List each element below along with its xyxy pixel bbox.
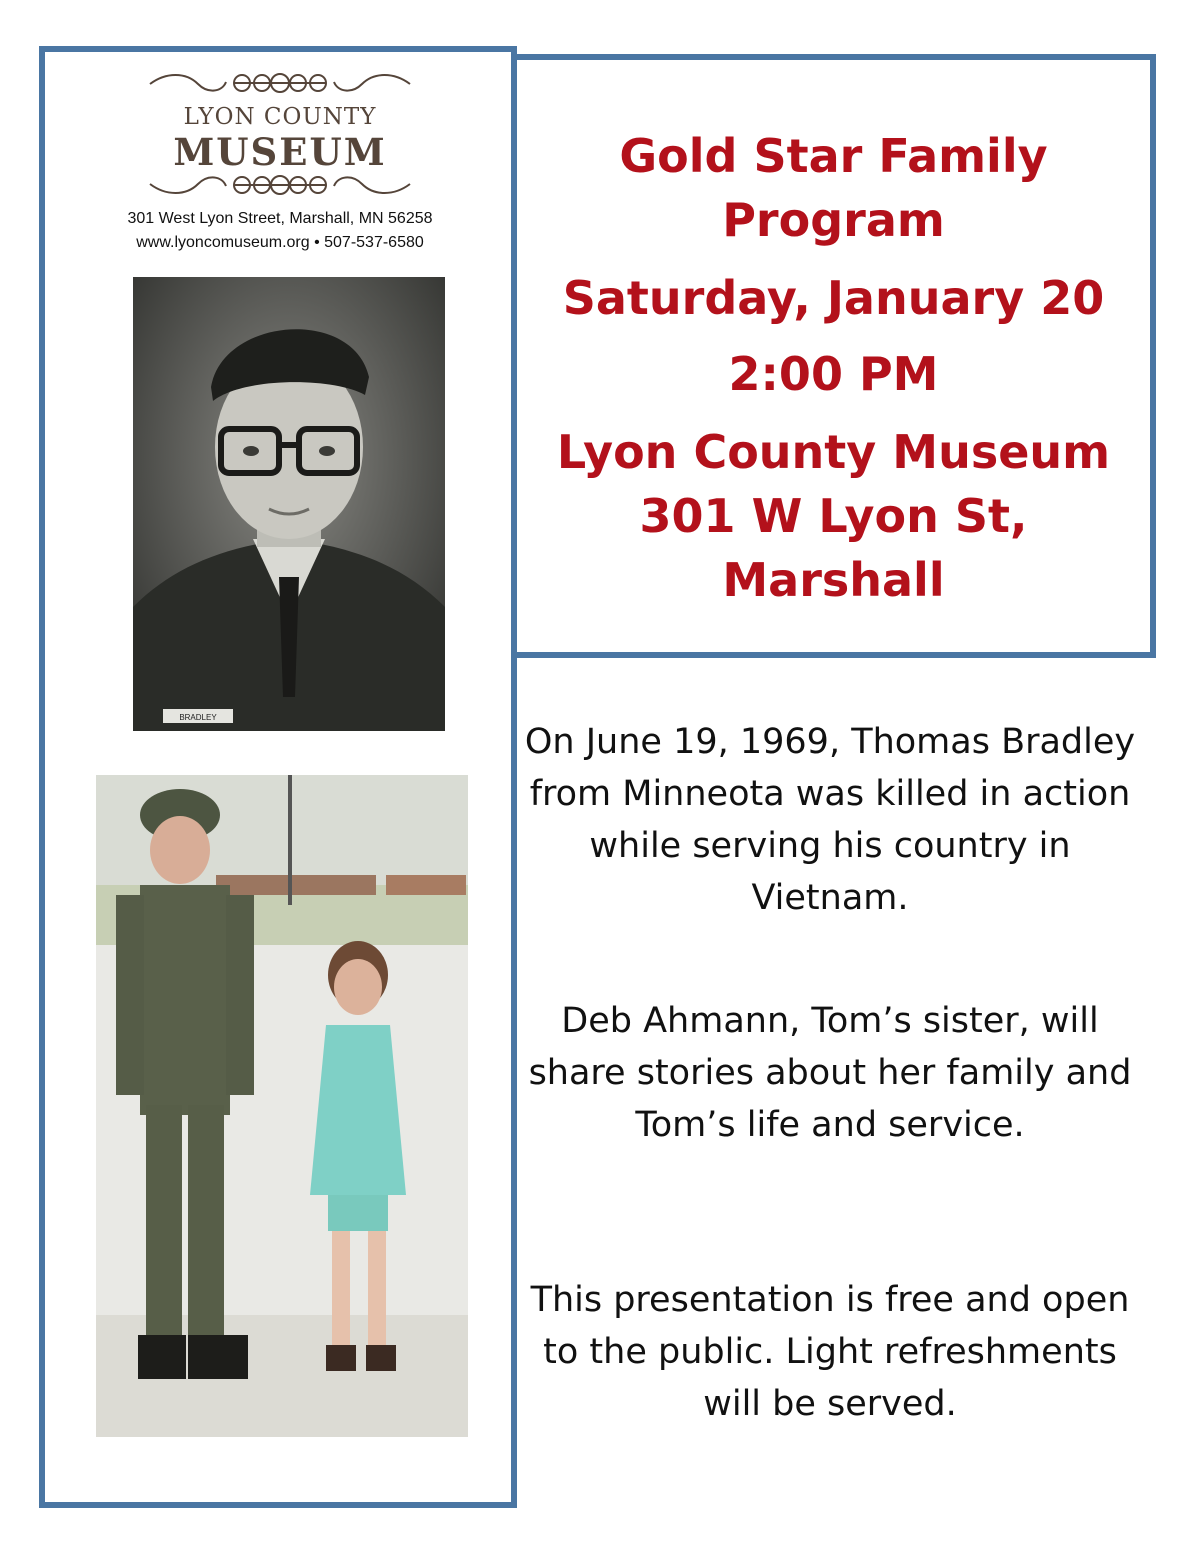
logo-line2: MUSEUM [173, 130, 387, 174]
soldier-portrait-photo [133, 277, 445, 731]
event-city: Marshall [722, 553, 945, 607]
description-paragraph-3: This presentation is free and open to the public. Light refreshments will be served. [530, 1280, 1130, 1424]
name-tag: BRADLEY [179, 713, 217, 722]
event-street: 301 W Lyon St, [639, 489, 1028, 543]
description-paragraph-2: Deb Ahmann, Tom’s sister, will share stories about her family and Tom’s life and service. [528, 1001, 1132, 1145]
bottom-flourish-icon [146, 170, 414, 200]
museum-address: 301 West Lyon Street, Marshall, MN 56258 [127, 210, 433, 227]
museum-logo [146, 68, 414, 198]
event-date: Saturday, January 20 [562, 271, 1105, 325]
event-venue: Lyon County Museum [556, 425, 1111, 479]
event-time: 2:00 PM [728, 347, 939, 401]
logo-line1: LYON COUNTY [183, 104, 377, 130]
event-title-line2: Program [722, 193, 945, 247]
description-paragraph-1: On June 19, 1969, Thomas Bradley from Minneota was killed in action while serving his country in Vietnam. [524, 722, 1136, 918]
event-title-line1: Gold Star Family [619, 129, 1048, 183]
museum-web-phone: www.lyoncomuseum.org • 507-537-6580 [136, 234, 424, 251]
soldier-and-sister-photo [96, 775, 468, 1437]
top-flourish-icon [146, 68, 414, 98]
